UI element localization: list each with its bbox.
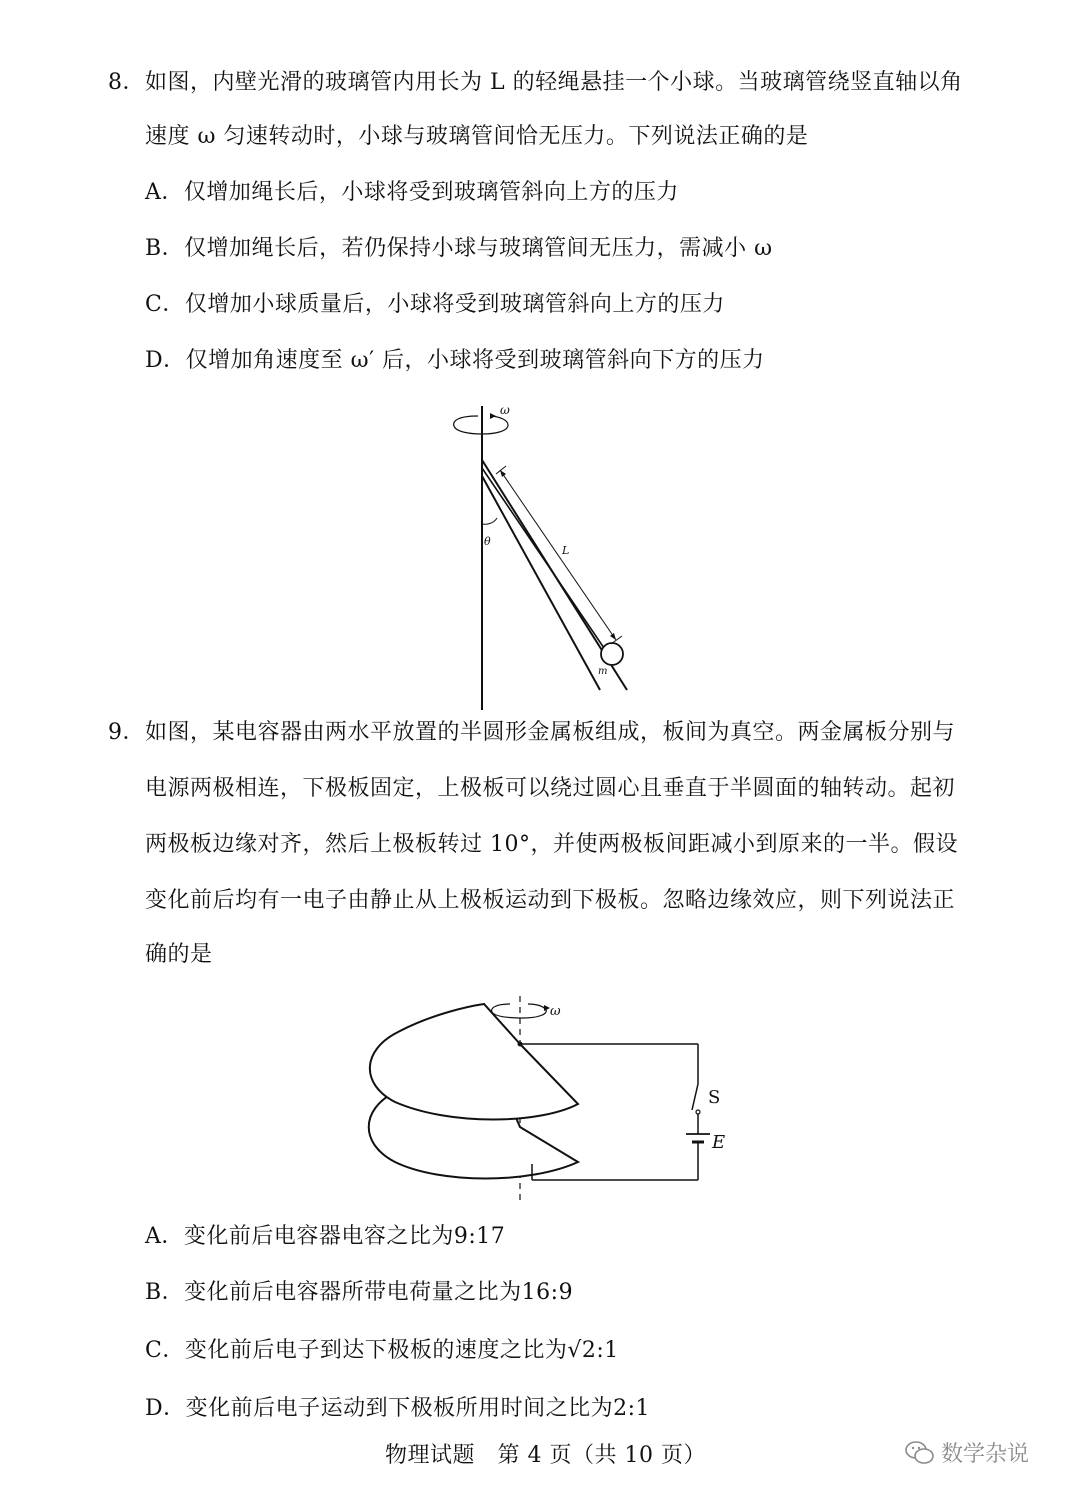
q9-stem-line3: 两极板边缘对齐，然后上极板转过 10°，并使两极板间距减小到原来的一半。假设 — [145, 832, 958, 857]
watermark-text: 数学杂说 — [941, 1442, 1030, 1467]
q9-option-d — [145, 1394, 650, 1424]
option-text: 仅增加角速度至 ω′ 后，小球将受到玻璃管斜向下方的压力 — [185, 348, 765, 373]
option-letter: D． — [145, 348, 186, 373]
rotation-arrow — [454, 416, 508, 434]
option-letter: D． — [145, 1396, 186, 1421]
string — [482, 468, 604, 648]
q8-number: 8． — [108, 70, 145, 95]
q9-stem-line4: 变化前后均有一电子由静止从上极板运动到下极板。忽略边缘效应，则下列说法正 — [145, 888, 956, 913]
option-letter: B． — [145, 236, 185, 261]
option-text: 仅增加小球质量后，小球将受到玻璃管斜向上方的压力 — [184, 292, 725, 317]
wechat-icon — [905, 1440, 935, 1466]
q8-option-d — [145, 346, 765, 376]
q8-mass-label: m — [598, 666, 608, 677]
q8-option-b — [145, 234, 773, 264]
dim-arrow-bottom — [610, 633, 616, 640]
q8-length-label: L — [562, 544, 570, 557]
switch-contact — [696, 1110, 700, 1114]
q9-option-b — [145, 1278, 573, 1308]
option-letter: A． — [145, 180, 184, 205]
q8-omega-label: ω — [500, 403, 510, 417]
option-letter: C． — [145, 292, 185, 317]
q9-stem-text1: 如图，某电容器由两水平放置的半圆形金属板组成，板间为真空。两金属板分别与 — [145, 720, 956, 745]
q9-option-c — [145, 1336, 619, 1366]
q9-stem-line5: 确的是 — [145, 942, 213, 967]
q8-stem-text1: 如图，内壁光滑的玻璃管内用长为 L 的轻绳悬挂一个小球。当玻璃管绕竖直轴以角 — [145, 70, 963, 95]
q9-stem-line2: 电源两极相连，下极板固定，上极板可以绕过圆心且垂直于半圆面的轴转动。起初 — [145, 776, 956, 801]
q9-figure — [360, 992, 740, 1204]
q8-figure — [420, 398, 660, 713]
dim-arrow-top — [500, 470, 506, 477]
q9-option-a — [145, 1222, 505, 1252]
rotation-arrowhead — [490, 413, 496, 419]
rotation-arrow — [492, 1004, 547, 1018]
q8-option-c — [145, 290, 725, 320]
option-letter: C． — [145, 1338, 185, 1363]
watermark — [905, 1437, 1029, 1468]
option-text: 仅增加绳长后，小球将受到玻璃管斜向上方的压力 — [183, 180, 679, 205]
option-text: 变化前后电子到达下极板的速度之比为√2:1 — [184, 1338, 619, 1363]
tube-wall-left — [482, 476, 600, 690]
q8-option-a — [145, 178, 679, 208]
q9-omega-label: ω — [550, 1004, 561, 1019]
q8-theta-label: θ — [484, 535, 491, 548]
option-text: 仅增加绳长后，若仍保持小球与玻璃管间无压力，需减小 ω — [184, 236, 773, 261]
option-text: 变化前后电容器所带电荷量之比为16:9 — [184, 1280, 574, 1305]
q8-stem-line2: 速度 ω 匀速转动时，小球与玻璃管间恰无压力。下列说法正确的是 — [145, 124, 809, 149]
option-letter: B． — [145, 1280, 185, 1305]
q8-stem-line1 — [108, 68, 963, 98]
page-footer: 物理试题 第 4 页（共 10 页） — [385, 1443, 706, 1468]
q9-stem-line1 — [108, 718, 955, 748]
option-text: 变化前后电容器电容之比为9:17 — [183, 1224, 506, 1249]
q9-switch-label: S — [708, 1087, 721, 1108]
theta-arc — [482, 518, 497, 524]
upper-plate — [370, 1004, 578, 1120]
q9-number: 9． — [108, 720, 145, 745]
option-letter: A． — [145, 1224, 184, 1249]
option-text: 变化前后电子运动到下极板所用时间之比为2:1 — [185, 1396, 651, 1421]
q9-emf-label: E — [712, 1132, 726, 1153]
ball — [601, 643, 623, 665]
switch-blade — [692, 1084, 698, 1110]
